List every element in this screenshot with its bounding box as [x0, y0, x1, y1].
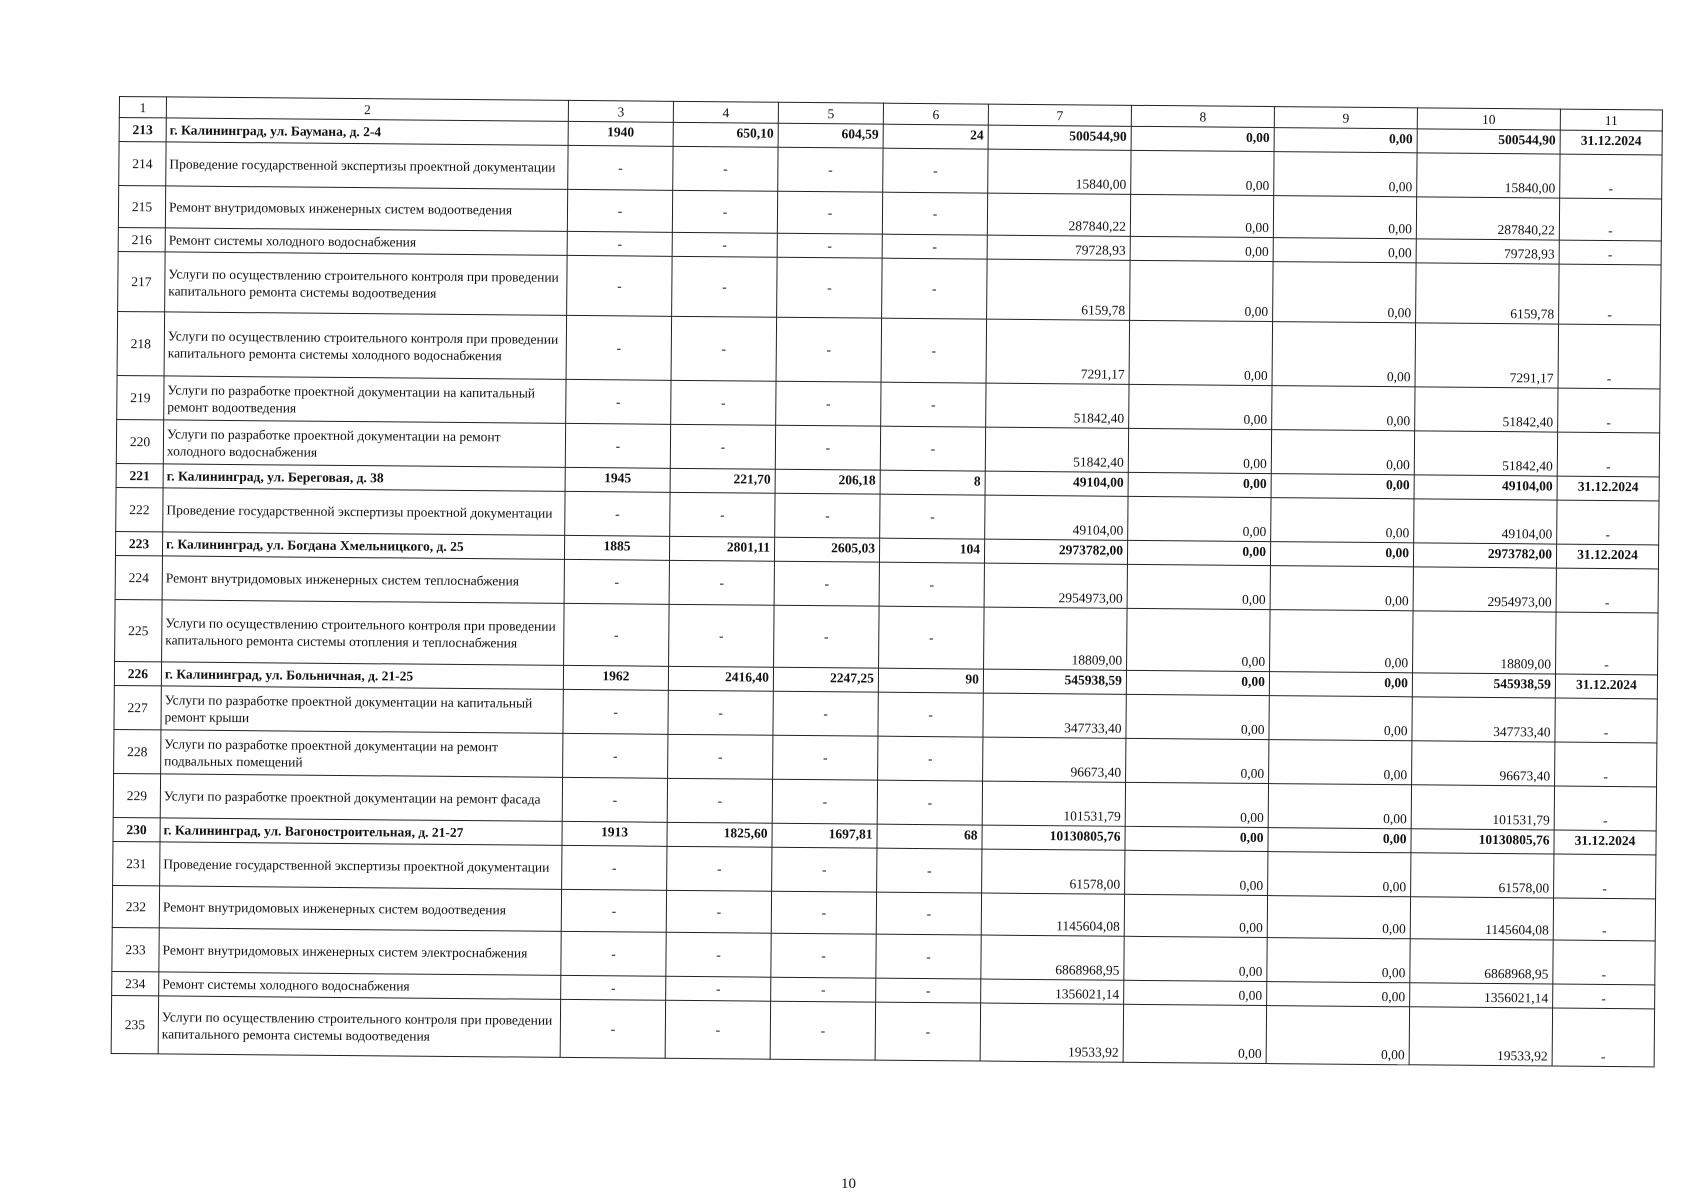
data-table: [111, 96, 1663, 1067]
other-cell: 0,00: [1267, 896, 1410, 939]
name-cell: Услуги по осуществлению строительного контроля при проведении капитального ремонта системы водоотведения: [158, 996, 560, 1058]
row-number-cell: 229: [113, 773, 160, 817]
living-area-cell: -: [772, 779, 877, 824]
total-cost-cell: 2954973,00: [984, 563, 1127, 608]
year-cell: -: [564, 559, 669, 604]
total-cost-cell: 10130805,76: [982, 825, 1125, 850]
residents-cell: -: [883, 148, 988, 193]
column-header: 7: [988, 104, 1131, 126]
deadline-cell: -: [1555, 742, 1657, 787]
deadline-cell: -: [1553, 940, 1655, 985]
total-area-cell: -: [668, 734, 773, 779]
residents-cell: -: [880, 426, 985, 471]
total-area-cell: -: [672, 232, 777, 257]
fund-cell: 0,00: [1126, 738, 1269, 783]
total-area-cell: -: [672, 190, 777, 233]
name-cell: Услуги по разработке проектной документации на ремонт подвальных помещений: [161, 730, 563, 778]
total-cost-cell: 49104,00: [985, 471, 1128, 496]
total-area-cell: -: [666, 890, 771, 933]
total-area-cell: -: [669, 560, 774, 605]
total-area-cell: 650,10: [673, 122, 778, 147]
fund-cell: 0,00: [1131, 126, 1274, 151]
year-cell: 1885: [564, 535, 669, 560]
deadline-cell: 31.12.2024: [1557, 476, 1659, 501]
residents-cell: -: [877, 848, 982, 893]
living-area-cell: 206,18: [775, 469, 880, 494]
row-number-cell: 226: [114, 661, 161, 685]
living-area-cell: -: [777, 191, 882, 234]
fund-cell: 0,00: [1127, 540, 1270, 565]
name-cell: г. Калининград, ул. Баумана, д. 2-4: [166, 118, 568, 146]
name-cell: Проведение государственной экспертизы проектной документации: [166, 142, 568, 190]
residents-cell: -: [879, 562, 984, 607]
total-cost-cell: 51842,40: [985, 427, 1128, 472]
total-cost-cell: 1145604,08: [981, 893, 1124, 936]
total-cost-cell: 19533,92: [980, 1003, 1124, 1062]
row-number-cell: 220: [116, 419, 163, 463]
fund-cell: 0,00: [1128, 472, 1271, 497]
residents-cell: 90: [878, 668, 983, 693]
fund-cell: 0,00: [1129, 384, 1272, 429]
living-area-cell: 1697,81: [772, 823, 877, 848]
year-cell: -: [565, 423, 670, 468]
living-area-cell: -: [775, 493, 880, 538]
name-cell: г. Калининград, ул. Вагоностроительная, д. 21-27: [160, 818, 562, 846]
year-cell: -: [560, 999, 666, 1058]
name-cell: г. Калининград, ул. Береговая, д. 38: [163, 464, 565, 492]
residents-cell: -: [877, 780, 982, 825]
name-cell: Проведение государственной экспертизы проектной документации: [163, 488, 565, 536]
row-number-cell: 213: [119, 118, 166, 142]
total-area-cell: -: [671, 380, 776, 425]
other-cell: 0,00: [1272, 322, 1416, 387]
residents-cell: -: [882, 192, 987, 235]
deadline-cell: -: [1558, 388, 1660, 433]
owners-cell: 96673,40: [1412, 741, 1555, 786]
living-area-cell: -: [773, 735, 878, 780]
living-area-cell: 2605,03: [774, 537, 879, 562]
year-cell: -: [561, 931, 666, 976]
residents-cell: 8: [880, 470, 985, 495]
total-cost-cell: 18809,00: [984, 607, 1128, 670]
year-cell: -: [567, 255, 673, 316]
owners-cell: 101531,79: [1411, 785, 1554, 830]
fund-cell: 0,00: [1123, 1004, 1267, 1063]
page-number: 10: [841, 1176, 856, 1192]
owners-cell: 6868968,95: [1410, 939, 1553, 984]
name-cell: г. Калининград, ул. Богдана Хмельницкого, д. 25: [162, 532, 564, 560]
name-cell: Проведение государственной экспертизы проектной документации: [160, 842, 562, 890]
living-area-cell: -: [774, 561, 879, 606]
residents-cell: -: [879, 606, 985, 669]
owners-cell: 6159,78: [1416, 263, 1560, 324]
total-area-cell: -: [665, 1000, 771, 1059]
year-cell: -: [568, 145, 673, 190]
total-area-cell: 1825,60: [667, 822, 772, 847]
living-area-cell: -: [775, 425, 880, 470]
year-cell: -: [567, 231, 672, 256]
name-cell: Ремонт внутридомовых инженерных систем водоотведения: [159, 886, 561, 932]
owners-cell: 500544,90: [1417, 129, 1560, 154]
column-header: 8: [1131, 105, 1274, 127]
fund-cell: 0,00: [1125, 782, 1268, 827]
fund-cell: 0,00: [1124, 980, 1267, 1005]
deadline-cell: -: [1559, 240, 1661, 265]
total-cost-cell: 15840,00: [988, 149, 1131, 194]
other-cell: 0,00: [1273, 196, 1416, 239]
other-cell: 0,00: [1268, 828, 1411, 853]
owners-cell: 19533,92: [1409, 1007, 1553, 1066]
owners-cell: 2954973,00: [1413, 567, 1556, 612]
other-cell: 0,00: [1266, 1006, 1410, 1065]
other-cell: 0,00: [1273, 238, 1416, 263]
deadline-cell: -: [1560, 154, 1662, 199]
other-cell: 0,00: [1271, 430, 1414, 475]
total-cost-cell: 1356021,14: [981, 979, 1124, 1004]
total-area-cell: -: [672, 256, 778, 317]
deadline-cell: -: [1557, 432, 1659, 477]
year-cell: -: [567, 189, 672, 232]
living-area-cell: 604,59: [778, 123, 883, 148]
fund-cell: 0,00: [1128, 428, 1271, 473]
other-cell: 0,00: [1273, 262, 1417, 323]
living-area-cell: -: [770, 1001, 876, 1060]
residents-cell: -: [876, 934, 981, 979]
year-cell: -: [562, 845, 667, 890]
total-cost-cell: 347733,40: [983, 693, 1126, 738]
table-body: [111, 118, 1662, 1067]
row-number-cell: 221: [116, 463, 163, 487]
total-area-cell: -: [666, 932, 771, 977]
column-header: 10: [1417, 108, 1560, 130]
year-cell: -: [563, 733, 668, 778]
deadline-cell: -: [1554, 786, 1656, 831]
residents-cell: -: [876, 892, 981, 935]
owners-cell: 15840,00: [1417, 153, 1560, 198]
year-cell: 1940: [568, 121, 673, 146]
residents-cell: -: [882, 258, 988, 319]
deadline-cell: -: [1558, 324, 1661, 389]
other-cell: 0,00: [1274, 128, 1417, 153]
total-area-cell: -: [667, 778, 772, 823]
total-cost-cell: 287840,22: [987, 193, 1130, 236]
residents-cell: -: [878, 736, 983, 781]
deadline-cell: -: [1559, 198, 1661, 241]
fund-cell: 0,00: [1128, 496, 1271, 541]
row-number-cell: 224: [115, 555, 162, 599]
year-cell: 1945: [565, 467, 670, 492]
other-cell: 0,00: [1271, 474, 1414, 499]
row-number-cell: 234: [112, 971, 159, 995]
residents-cell: -: [875, 1002, 981, 1061]
name-cell: Услуги по осуществлению строительного контроля при проведении капитального ремонта системы холодного водоснабжения: [164, 312, 567, 380]
living-area-cell: -: [778, 147, 883, 192]
residents-cell: -: [880, 494, 985, 539]
residents-cell: -: [878, 692, 983, 737]
other-cell: 0,00: [1268, 852, 1411, 897]
deadline-cell: -: [1556, 612, 1659, 675]
other-cell: 0,00: [1268, 784, 1411, 829]
total-area-cell: -: [667, 846, 772, 891]
document-sheet: [111, 96, 1662, 1067]
column-header: 11: [1560, 109, 1662, 131]
fund-cell: 0,00: [1129, 320, 1273, 385]
owners-cell: 7291,17: [1415, 323, 1559, 388]
total-cost-cell: 2973782,00: [984, 539, 1127, 564]
row-number-cell: 219: [117, 375, 164, 419]
other-cell: 0,00: [1269, 672, 1412, 697]
table-row: [111, 995, 1654, 1066]
year-cell: 1962: [563, 665, 668, 690]
row-number-cell: 214: [119, 142, 166, 186]
total-cost-cell: 49104,00: [985, 495, 1128, 540]
name-cell: Услуги по разработке проектной документации на капитальный ремонт водоотведения: [164, 376, 566, 424]
living-area-cell: -: [774, 605, 880, 668]
other-cell: 0,00: [1267, 982, 1410, 1007]
other-cell: 0,00: [1270, 542, 1413, 567]
residents-cell: -: [881, 382, 986, 427]
owners-cell: 49104,00: [1414, 475, 1557, 500]
name-cell: Ремонт внутридомовых инженерных систем теплоснабжения: [162, 556, 564, 604]
total-area-cell: 2416,40: [668, 666, 773, 691]
name-cell: г. Калининград, ул. Больничная, д. 21-25: [161, 662, 563, 690]
fund-cell: 0,00: [1131, 150, 1274, 195]
total-area-cell: -: [673, 146, 778, 191]
total-cost-cell: 545938,59: [983, 669, 1126, 694]
living-area-cell: -: [777, 233, 882, 258]
row-number-cell: 230: [113, 817, 160, 841]
total-cost-cell: 61578,00: [982, 849, 1125, 894]
deadline-cell: -: [1557, 500, 1659, 545]
total-cost-cell: 96673,40: [983, 737, 1126, 782]
row-number-cell: 218: [117, 311, 165, 375]
deadline-cell: -: [1553, 898, 1655, 941]
fund-cell: 0,00: [1126, 694, 1269, 739]
name-cell: Ремонт системы холодного водоснабжения: [165, 228, 567, 256]
row-number-cell: 225: [115, 599, 163, 661]
owners-cell: 347733,40: [1412, 697, 1555, 742]
row-number-cell: 227: [114, 685, 161, 729]
other-cell: 0,00: [1270, 610, 1414, 673]
owners-cell: 545938,59: [1412, 673, 1555, 698]
deadline-cell: -: [1555, 698, 1657, 743]
fund-cell: 0,00: [1127, 608, 1271, 671]
fund-cell: 0,00: [1124, 936, 1267, 981]
name-cell: Услуги по разработке проектной документации на ремонт фасада: [160, 774, 562, 822]
deadline-cell: -: [1553, 984, 1655, 1009]
name-cell: Ремонт системы холодного водоснабжения: [159, 972, 561, 1000]
other-cell: 0,00: [1269, 740, 1412, 785]
total-area-cell: -: [668, 690, 773, 735]
living-area-cell: -: [776, 381, 881, 426]
column-header: 2: [166, 97, 568, 122]
column-header: 1: [119, 97, 166, 118]
living-area-cell: -: [771, 977, 876, 1002]
year-cell: -: [561, 889, 666, 932]
name-cell: Услуги по разработке проектной документации на капитальный ремонт крыши: [161, 686, 563, 734]
column-header: 3: [568, 100, 673, 122]
total-area-cell: 221,70: [670, 468, 775, 493]
fund-cell: 0,00: [1130, 260, 1274, 321]
living-area-cell: -: [777, 257, 883, 318]
total-area-cell: -: [671, 316, 777, 381]
other-cell: 0,00: [1270, 566, 1413, 611]
deadline-cell: 31.12.2024: [1554, 830, 1656, 855]
year-cell: -: [564, 603, 670, 666]
owners-cell: 2973782,00: [1413, 543, 1556, 568]
living-area-cell: -: [772, 847, 877, 892]
total-cost-cell: 79728,93: [987, 235, 1130, 260]
owners-cell: 1145604,08: [1410, 897, 1553, 940]
row-number-cell: 215: [118, 186, 165, 228]
total-cost-cell: 6159,78: [987, 259, 1131, 320]
fund-cell: 0,00: [1126, 670, 1269, 695]
total-area-cell: 2801,11: [669, 536, 774, 561]
deadline-cell: 31.12.2024: [1560, 130, 1662, 155]
deadline-cell: 31.12.2024: [1555, 674, 1657, 699]
row-number-cell: 222: [116, 487, 163, 531]
row-number-cell: 233: [112, 927, 159, 971]
owners-cell: 18809,00: [1413, 611, 1557, 674]
owners-cell: 79728,93: [1416, 239, 1559, 264]
year-cell: -: [563, 689, 668, 734]
year-cell: 1913: [562, 821, 667, 846]
deadline-cell: -: [1552, 1008, 1655, 1067]
name-cell: Услуги по осуществлению строительного контроля при проведении капитального ремонта системы отопления и теплоснабжения: [162, 600, 565, 666]
fund-cell: 0,00: [1130, 194, 1273, 237]
residents-cell: 24: [883, 124, 988, 149]
total-cost-cell: 500544,90: [988, 125, 1131, 150]
fund-cell: 0,00: [1125, 826, 1268, 851]
residents-cell: 104: [879, 538, 984, 563]
living-area-cell: -: [771, 891, 876, 934]
residents-cell: -: [881, 318, 987, 383]
fund-cell: 0,00: [1127, 564, 1270, 609]
year-cell: -: [565, 491, 670, 536]
deadline-cell: -: [1559, 264, 1662, 325]
deadline-cell: 31.12.2024: [1556, 544, 1658, 569]
living-area-cell: -: [771, 933, 876, 978]
owners-cell: 287840,22: [1416, 197, 1559, 240]
residents-cell: 68: [877, 824, 982, 849]
owners-cell: 1356021,14: [1410, 983, 1553, 1008]
other-cell: 0,00: [1267, 938, 1410, 983]
row-number-cell: 217: [118, 251, 166, 311]
living-area-cell: -: [776, 317, 882, 382]
fund-cell: 0,00: [1130, 236, 1273, 261]
owners-cell: 49104,00: [1414, 499, 1557, 544]
name-cell: Ремонт внутридомовых инженерных систем водоотведения: [165, 186, 567, 232]
name-cell: Ремонт внутридомовых инженерных систем электроснабжения: [159, 928, 561, 976]
living-area-cell: -: [773, 691, 878, 736]
column-header: 6: [883, 103, 988, 125]
row-number-cell: 232: [112, 885, 159, 927]
column-header: 5: [778, 102, 883, 124]
year-cell: -: [566, 379, 671, 424]
total-cost-cell: 101531,79: [982, 781, 1125, 826]
residents-cell: -: [876, 978, 981, 1003]
owners-cell: 51842,40: [1414, 431, 1557, 476]
column-header: 9: [1274, 107, 1417, 129]
owners-cell: 51842,40: [1415, 387, 1558, 432]
year-cell: -: [561, 975, 666, 1000]
fund-cell: 0,00: [1124, 894, 1267, 937]
total-area-cell: -: [666, 976, 771, 1001]
row-number-cell: 216: [118, 227, 165, 251]
total-area-cell: -: [670, 492, 775, 537]
total-cost-cell: 7291,17: [986, 319, 1130, 384]
total-area-cell: -: [669, 604, 775, 667]
row-number-cell: 223: [115, 531, 162, 555]
row-number-cell: 228: [114, 729, 161, 773]
year-cell: -: [562, 777, 667, 822]
row-number-cell: 235: [111, 995, 159, 1053]
name-cell: Услуги по осуществлению строительного контроля при проведении капитального ремонта системы водоотведения: [165, 252, 568, 316]
name-cell: Услуги по разработке проектной документации на ремонт холодного водоснабжения: [163, 420, 565, 468]
row-number-cell: 231: [113, 841, 160, 885]
deadline-cell: -: [1554, 854, 1656, 899]
other-cell: 0,00: [1274, 152, 1417, 197]
other-cell: 0,00: [1269, 696, 1412, 741]
fund-cell: 0,00: [1125, 850, 1268, 895]
other-cell: 0,00: [1271, 498, 1414, 543]
year-cell: -: [566, 315, 672, 380]
other-cell: 0,00: [1272, 386, 1415, 431]
living-area-cell: 2247,25: [773, 667, 878, 692]
owners-cell: 10130805,76: [1411, 829, 1554, 854]
total-cost-cell: 51842,40: [986, 383, 1129, 428]
residents-cell: -: [882, 234, 987, 259]
owners-cell: 61578,00: [1411, 853, 1554, 898]
total-area-cell: -: [670, 424, 775, 469]
deadline-cell: -: [1556, 568, 1658, 613]
total-cost-cell: 6868968,95: [981, 935, 1124, 980]
column-header: 4: [673, 101, 778, 123]
